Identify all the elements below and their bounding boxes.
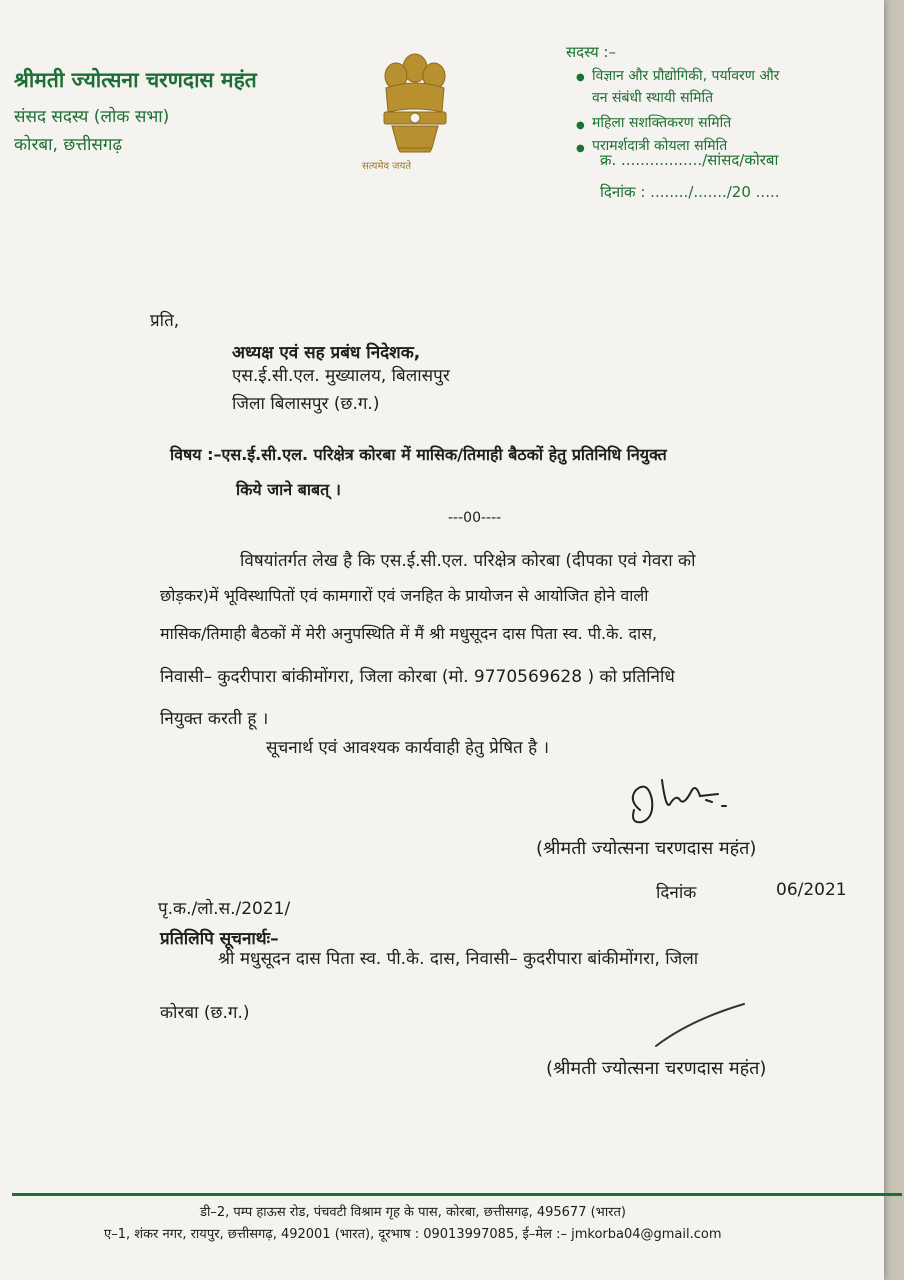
copy-line: कोरबा (छ.ग.) <box>160 1003 250 1023</box>
bullet-icon: ● <box>576 120 585 131</box>
recipient-line: एस.ई.सी.एल. मुख्यालय, बिलासपुर <box>232 366 450 386</box>
closing-line: सूचनार्थ एवं आवश्यक कार्यवाही हेतु प्रेषित है । <box>266 738 550 758</box>
body-line: विषयांतर्गत लेख है कि एस.ई.सी.एल. परिक्षेत्र कोरबा (दीपका एवं गेवरा को <box>240 551 696 571</box>
committee-item: परामर्शदात्री कोयला समिति <box>592 138 728 154</box>
recipient-line: जिला बिलासपुर (छ.ग.) <box>232 394 380 414</box>
subject-line: किये जाने बाबत् । <box>236 480 341 499</box>
recipient-line: अध्यक्ष एवं सह प्रबंध निदेशक, <box>232 343 421 363</box>
sender-designation: संसद सदस्य (लोक सभा) <box>14 107 170 127</box>
national-emblem-icon <box>372 48 458 176</box>
bullet-icon: ● <box>576 72 585 83</box>
endorsement-reference: पृ.क./लो.स./2021/ <box>158 899 291 919</box>
footer-address-line: ए–1, शंकर नगर, रायपुर, छत्तीसगढ़, 492001 (भारत), दूरभाष : 09013997085, ई–मेल :– jmkorba04@gmail.com <box>104 1227 722 1242</box>
emblem-motto: सत्यमेव जयते <box>362 161 412 172</box>
body-line: छोड़कर)में भूविस्थापितों एवं कामगारों एवं जनहित के प्रायोजन से आयोजित होने वाली <box>160 586 649 605</box>
reference-number-line: क्र. ................./सांसद/कोरबा <box>600 151 779 169</box>
sender-location: कोरबा, छत्तीसगढ़ <box>14 135 123 155</box>
signature-icon <box>650 1000 750 1050</box>
committee-item: वन संबंधी स्थायी समिति <box>592 90 714 106</box>
copy-line: श्री मधुसूदन दास पिता स्व. पी.के. दास, निवासी– कुदरीपारा बांकीमोंगरा, जिला <box>218 949 699 969</box>
body-line: निवासी– कुदरीपारा बांकीमोंगरा, जिला कोरबा (मो. 9770569628 ) को प्रतिनिधि <box>160 667 675 687</box>
footer-divider <box>12 1193 902 1196</box>
date-value: 06/2021 <box>776 880 847 900</box>
date-label: दिनांक <box>656 883 697 903</box>
signatory-name: (श्रीमती ज्योत्सना चरणदास महंत) <box>546 1058 767 1079</box>
body-line: नियुक्त करती हू । <box>160 709 269 729</box>
separator: ---00---- <box>448 510 502 526</box>
footer-address-line: डी–2, पम्प हाऊस रोड, पंचवटी विश्राम गृह के पास, कोरबा, छत्तीसगढ़, 495677 (भारत) <box>200 1205 626 1220</box>
salutation: प्रति, <box>150 311 180 331</box>
committee-item: महिला सशक्तिकरण समिति <box>592 115 732 131</box>
subject-line: विषय :–एस.ई.सी.एल. परिक्षेत्र कोरबा में मासिक/तिमाही बैठकों हेतु प्रतिनिधि नियुक्त <box>170 445 667 464</box>
signature-icon <box>622 770 742 832</box>
committee-item: विज्ञान और प्रौद्योगिकी, पर्यावरण और <box>592 68 780 84</box>
copy-heading: प्रतिलिपि सूचनार्थः– <box>160 929 279 949</box>
body-line: मासिक/तिमाही बैठकों में मेरी अनुपस्थिति में मैं श्री मधुसूदन दास पिता स्व. पी.के. दास, <box>160 624 658 643</box>
date-line: दिनांक : ......../......./20 ..... <box>600 183 780 201</box>
sender-name: श्रीमती ज्योत्सना चरणदास महंत <box>14 68 257 92</box>
bullet-icon: ● <box>576 143 585 154</box>
member-heading: सदस्य :– <box>566 43 616 61</box>
signatory-name: (श्रीमती ज्योत्सना चरणदास महंत) <box>536 838 757 859</box>
